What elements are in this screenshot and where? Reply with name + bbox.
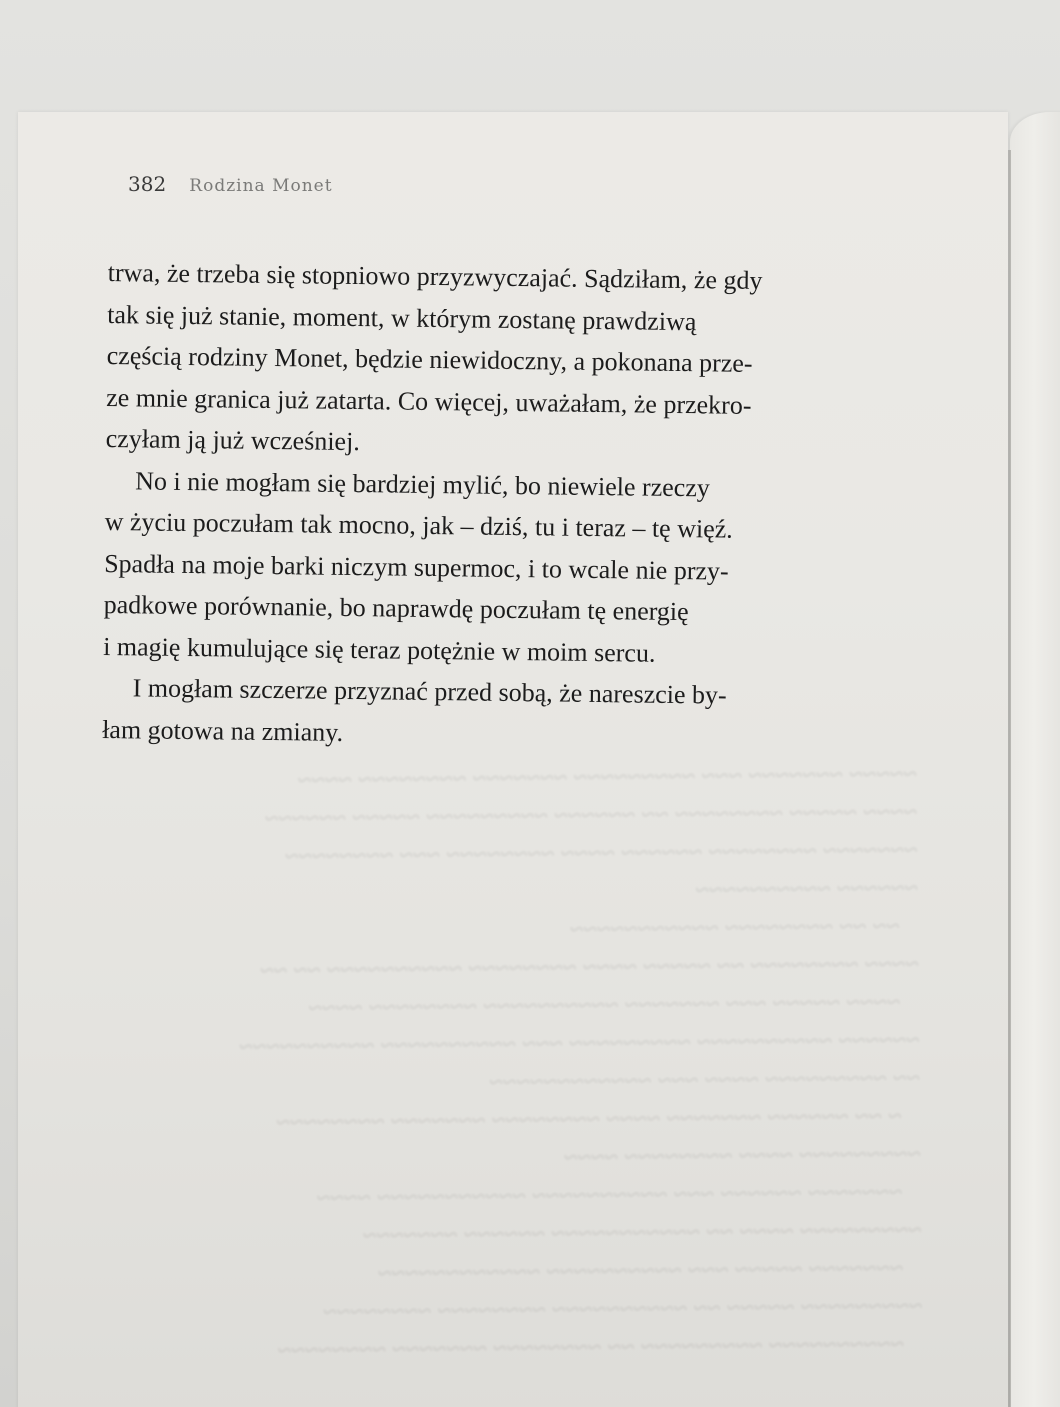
text-line: trwa, że trzeba się stopniowo przyzwyczajać. Sądziłam, że gdy <box>107 257 763 295</box>
text-line: i magię kumulujące się teraz potężnie w moim sercu. <box>103 631 656 668</box>
text-line: tak się już stanie, moment, w którym zostanę prawdziwą <box>107 299 697 336</box>
paragraph <box>102 667 913 760</box>
text-line: padkowe porównanie, bo naprawdę poczułam tę energię <box>103 589 689 627</box>
page-number: 382 <box>128 172 167 196</box>
text-line: Spadła na moje barki niczym supermoc, i to wcale nie przy- <box>104 548 729 586</box>
paragraph <box>105 252 917 469</box>
body-text <box>102 252 918 760</box>
text-line: w życiu poczułam tak mocno, jak – dziś, tu i teraz – tę więź. <box>104 506 733 544</box>
text-line: I mogłam szczerze przyznać przed sobą, że nareszcie by- <box>132 673 727 710</box>
running-header <box>128 172 333 202</box>
paragraph <box>103 459 915 676</box>
next-page-edge <box>1010 112 1060 1407</box>
text-line: czyłam ją już wcześniej. <box>105 423 360 457</box>
text-line: łam gotowa na zmiany. <box>101 714 344 747</box>
show-through-text: ~~~~~ ~~~~~~~ ~~~ ~~~~~~~~~ ~~~~~~~ ~~~~~~~~ ~~~~ ~~~~ ~~~~~ ~~~~~~~~ ~~ ~~~~~~ ~~~~~~~~~ ~~~~~ ~~~~~~ ~~~~~~~ ~~~~~~~~ ~~~~~~ ~~~~ ~~~~~~~~ ~~~ ~~~~~~~~ ~~~~~~ ~~~~~~~~~~ ~~ ~~ ~~~~~~~~ ~~~~~~~~~~~ ~~~~ ~~~~~~~~ ~~ ~~~~~ ~~~~ ~~~~~~~~ ~~~~~~~~~~ ~~ ~~ ~~~~ ~~~~~ ~~~ ~~~~~~~ ~~~~~~~~~~ ~~~~~~~~ ~~~~ ~~~~~~ ~~~~~~~~~~ ~~~~~~~~~ ~~~ ~~~~~~~~~~ ~~~~~~~~~~ ~~ ~~~~~~~~~ ~~~~ ~~~ ~~~~~~~~~~~~ ~ ~~ ~~~~~~ ~~~~~~~ ~~~~ ~~~~~~~~ ~~~~~~~ ~~~~~~~~ ~~~~~~~~~ ~~~~ ~~~~~~~~ ~~~~ ~~~~~~~ ~~~~~~ ~~~ ~~~~~~~~~~ ~~~~~~~~~~~ ~~~~ ~~~~~~~~~ ~~~~ ~~ ~~~~~~~~~~~ ~~~~~~ ~~~~~~~ ~~~~~~~ ~~~~~ ~~~ ~~~~~~~~~~ ~~~~~~~~~~~~ ~~~~~~~~~ ~~~~~ ~~ ~~~~~~~~~~ ~~~~~~~~ ~~~~~~~~ ~~~~~~~~~~ ~~~~~~~~~ ~~ ~~~~~~~~ ~~~~~~~ ~~~~~~~~ <box>239 760 923 1365</box>
text-line: No i nie mogłam się bardziej mylić, bo niewiele rzeczy <box>135 465 711 502</box>
running-title: Rodzina Monet <box>189 176 333 196</box>
text-line: ze mnie granica już zatarta. Co więcej, uważałam, że przekro- <box>106 382 752 420</box>
text-line: częścią rodziny Monet, będzie niewidoczny, a pokonana prze- <box>106 340 753 378</box>
